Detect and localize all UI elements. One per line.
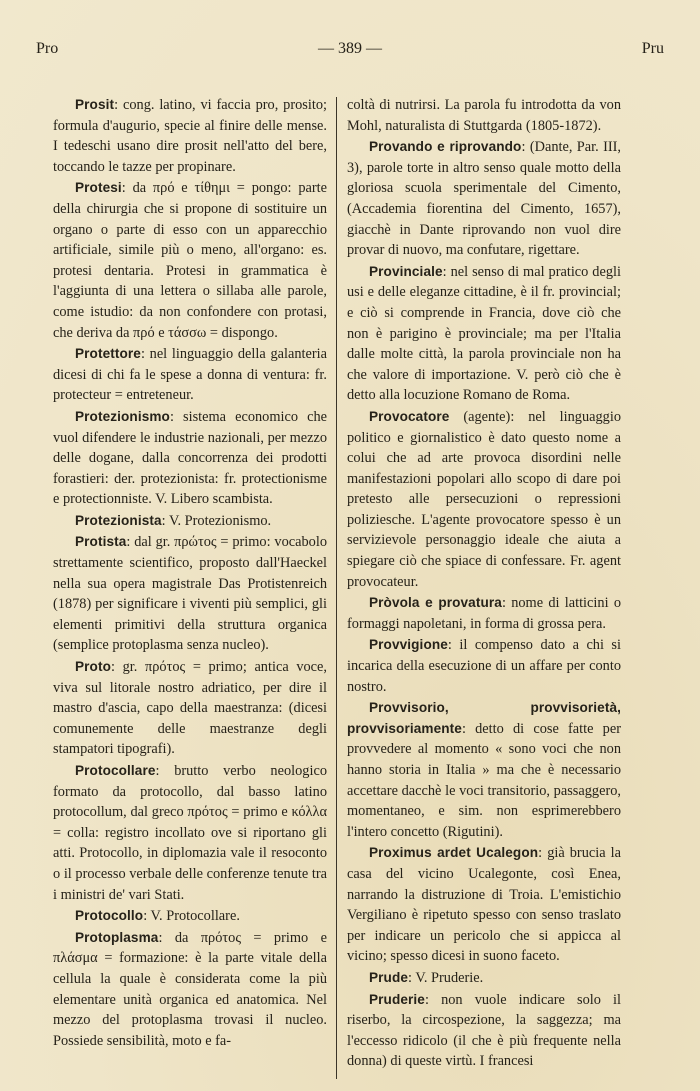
- dictionary-entry: [347, 407, 621, 592]
- dictionary-entry: Protezionismo: sistema economico che vuol difendere le industrie nazionali, per mezzo delle dogane, dalla concorrenza dei prodotti forastieri: der. protezionista: fr. protectionisme e protectionniste. V. Libero scambista.: [53, 408, 327, 508]
- column-divider: [336, 97, 337, 1079]
- entry-headword: Prosit: [75, 97, 115, 112]
- dictionary-entry: Protezionista: V. Protezionismo.: [75, 512, 272, 529]
- entry-headword: Protezionismo: [75, 408, 170, 424]
- page-number: — 389 —: [318, 40, 382, 57]
- entry-headword: Protoplasma: [75, 929, 159, 945]
- entry-headword: Protista: [75, 534, 127, 550]
- dictionary-entry: Protesi: da πρό e τίθημι = pongo: parte della chirurgia che si propone di sostituire un organo o parte di esso con un apparecchio artificiale, simile più o meno, all'organo: es. protesi dentaria. Protesi in grammatica è l'aggiunta di una lettera o sillaba alle parole, come istudio: da non confondere con protasi, che deriva da πρό e τάσσω = dispongo.: [53, 180, 328, 341]
- entry-headword: Provando e riprovando: [369, 139, 522, 155]
- dictionary-entry: Protocollare: brutto verbo neologico formato da protocollo, dal basso latino protocollum, dal greco πρότος = primo e κόλλα = colla: registro incollato ove si riportano gli atti. Protocollo, in diplomazia vale il resoconto o il processo verbale delle conferenze tenute tra i ministri de' vari Stati.: [53, 763, 327, 903]
- entry-continuation: [347, 95, 621, 136]
- entry-headword: Protocollare: [75, 763, 156, 778]
- entry-definition: da πρό e τίθημι = pongo: parte della chirurgia che si propone di sostituire un organo o parte di esso con un apparecchio artificiale, simile più o meno, all'organo: es. protesi dentaria. Protesi in grammatica è l'aggiunta di una lettera o sillaba alle parole, come istudio: da non confondere con protasi, che deriva da πρό e τάσσω = dispongo.: [53, 180, 328, 341]
- entry-definition: il compenso dato a chi si incarica della esecuzione di un affare per conto nostro.: [347, 637, 622, 695]
- entry-definition: sistema economico che vuol difendere le industrie nazionali, per mezzo delle dogane, dalla concorrenza dei prodotti forastieri: der. protezionista: fr. protectionisme e protectionniste. V. Libero scambista.: [53, 408, 327, 508]
- entry-definition: detto di cose fatte per provvedere al momento « sono voci che non hanno storia in Italia » ma che è necessario accettare dacchè le voci transitorio, passaggero, momentaneo, e sim. non esprimerebbero l'intero concetto (Rigutini).: [347, 720, 622, 840]
- entry-definition: dal gr. πρώτος = primo: vocabolo strettamente scientifico, proposto dall'Haeckel nella sua opera magistrale Das Protistenreich (1878) per significare i viventi più semplici, gli elementi primitivi della struttura organica (semplice protoplasma senza nucleo).: [53, 534, 327, 654]
- dictionary-entry: Provando e riprovando: (Dante, Par. III, 3), parole torte in altro senso quale motto della gloriosa scuola sperimentale del Cimento, (Accademia fiorentina del Cimento, 1657), giacchè in Dante riprovando non vuol dire provar di nuovo, ma confutare, rigettare.: [347, 139, 621, 259]
- dictionary-entry: Proto: gr. πρότος = primo; antica voce, viva sul litorale nostro adriatico, per dire il mastro d'ascia, capo della maestranza: (dicesi comunemente delle maestranze degli stampatori tipografi).: [53, 659, 327, 758]
- entry-definition: (agente): nel linguaggio politico e giornalistico è dato questo nome a colui che ad arte provoca disordini nelle manifestazioni popolari allo scopo di dare poi pretesto alle persecuzioni o repressioni poliziesche. L'agente provocatore spesso è un servizievole personaggio ideale che aiuta a spiegare ciò che spiace di confessare. Fr. agent provocateur.: [347, 408, 621, 590]
- entry-headword: Proto: [75, 659, 111, 675]
- running-head-left: Pro: [36, 40, 59, 57]
- entry-headword: Proximus ardet Ucalegon: [369, 845, 539, 861]
- dictionary-entry: Protocollo: V. Protocollare.: [75, 908, 240, 925]
- dictionary-entry: Protettore: nel linguaggio della galanteria dicesi di chi fa le spese a donna di ventura: fr. protecteur = entreteneur.: [53, 346, 327, 404]
- dictionary-entry: Provvigione: il compenso dato a chi si incarica della esecuzione di un affare per conto nostro.: [347, 637, 622, 695]
- running-head-right: Pru: [641, 40, 664, 57]
- running-head: [36, 40, 664, 62]
- entry-definition: nome di latticini o formaggi napoletani, in forma di grossa pera.: [347, 595, 621, 632]
- entry-headword: Provinciale: [369, 263, 443, 279]
- entry-headword: Prude: [369, 969, 409, 985]
- dictionary-entry: Pruderie: non vuole indicare solo il riserbo, la circospezione, la saggezza; ma l'eccesso ridicolo (il che è più frequente nella donna) di queste virtù. I francesi: [347, 991, 621, 1070]
- entry-definition: V. Protocollare.: [150, 908, 240, 925]
- entry-headword: Provocatore: [369, 408, 450, 424]
- dictionary-entry: Protoplasma: da πρότος = primo e πλάσμα = formazione: è la parte vitale della cellula la quale è considerata come la più elementare unità organica ed anatomica. Nel mezzo del protoplasma trovasi il nucleo. Possiede sensibilità, moto e fa-: [53, 929, 327, 1049]
- entry-headword: Provvisorio, provvisorietà, provvisoriamente: [347, 700, 621, 736]
- dictionary-entry: Protista: dal gr. πρώτος = primo: vocabolo strettamente scientifico, proposto dall'Haeckel nella sua opera magistrale Das Protistenreich (1878) per significare i viventi più semplici, gli elementi primitivi della struttura organica (semplice protoplasma senza nucleo).: [53, 534, 327, 654]
- dictionary-entry: Prosit: cong. latino, vi faccia pro, prosito; formula d'augurio, specie al finire delle mense. I tedeschi usano dire prosit nell'atto del bere, toccando le tazze per propinare.: [53, 97, 327, 175]
- entry-definition: (Dante, Par. III, 3), parole torte in altro senso quale motto della gloriosa scuola sperimentale del Cimento, (Accademia fiorentina del Cimento, 1657), giacchè in Dante riprovando non vuol dire provar di nuovo, ma confutare, rigettare.: [347, 139, 621, 259]
- entry-headword: Protesi: [75, 180, 122, 196]
- entry-definition: nel senso di mal pratico degli usi e delle eleganze cittadine, è il fr. provincial; e ciò si comprende in Francia, dove ciò che non è parigino è provinciale; ma per l'Italia dalle molte città, la parola provinciale non ha che valore di importazione. V. però ciò che è detto alla locuzione Romano de Roma.: [347, 263, 621, 404]
- entry-definition: da πρότος = primo e πλάσμα = formazione: è la parte vitale della cellula la quale è considerata come la più elementare unità organica ed anatomica. Nel mezzo del protoplasma trovasi il nucleo. Possiede sensibilità, moto e fa-: [53, 929, 327, 1049]
- right-column: [347, 95, 621, 1073]
- entry-headword: Pròvola e provatura: [369, 595, 502, 611]
- entry-definition: già brucia la casa del vicino Ucalegonte, così Enea, narrando la distruzione di Troia. L'emistichio Vergiliano è ripetuto spesso con senso traslato per indicare un pericolo che si appicca al vicino; spesso dicesi in suono faceto.: [347, 845, 621, 965]
- entry-headword: Protettore: [75, 346, 141, 362]
- dictionary-entry: Provvisorio, provvisorietà, provvisoriamente: detto di cose fatte per provvedere al momento « sono voci che non hanno storia in Italia » ma che è necessario accettare dacchè le voci transitorio, passaggero, momentaneo, e sim. non esprimerebbero l'intero concetto (Rigutini).: [347, 700, 622, 840]
- entry-definition: V. Pruderie.: [415, 969, 484, 986]
- entry-definition: gr. πρότος = primo; antica voce, viva sul litorale nostro adriatico, per dire il mastro d'ascia, capo della maestranza: (dicesi comunemente delle maestranze degli stampatori tipografi).: [53, 659, 327, 758]
- entry-definition: coltà di nutrirsi. La parola fu introdotta da von Mohl, naturalista di Stuttgarda (1805-1872).: [347, 97, 621, 134]
- left-column: [53, 95, 327, 1052]
- entry-definition: cong. latino, vi faccia pro, prosito; formula d'augurio, specie al finire delle mense. I tedeschi usano dire prosit nell'atto del bere, toccando le tazze per propinare.: [53, 97, 327, 175]
- dictionary-entry: Provinciale: nel senso di mal pratico degli usi e delle eleganze cittadine, è il fr. provincial; e ciò si comprende in Francia, dove ciò che non è parigino è provinciale; ma per l'Italia dalle molte città, la parola provinciale non ha che valore di importazione. V. però ciò che è detto alla locuzione Romano de Roma.: [347, 263, 621, 404]
- entry-headword: Protocollo: [75, 908, 144, 924]
- entry-headword: Pruderie: [369, 991, 425, 1007]
- entry-headword: Protezionista: [75, 512, 162, 528]
- entry-definition: brutto verbo neologico formato da protocollo, dal basso latino protocollum, dal greco πρότος = primo e κόλλα = colla: registro incollato ove si riportano gli atti. Protocollo, in diplomazia vale il resoconto o il processo verbale delle conferenze tenute tra i ministri de' vari Stati.: [53, 763, 327, 903]
- entry-definition: nel linguaggio della galanteria dicesi di chi fa le spese a donna di ventura: fr. protecteur = entreteneur.: [53, 346, 327, 404]
- entry-definition: non vuole indicare solo il riserbo, la circospezione, la saggezza; ma l'eccesso ridicolo (il che è più frequente nella donna) di queste virtù. I francesi: [347, 991, 621, 1070]
- dictionary-entry: Proximus ardet Ucalegon: già brucia la casa del vicino Ucalegonte, così Enea, narrando la distruzione di Troia. L'emistichio Vergiliano è ripetuto spesso con senso traslato per indicare un pericolo che si appicca al vicino; spesso dicesi in suono faceto.: [347, 845, 621, 965]
- dictionary-entry: Prude: V. Pruderie.: [369, 969, 484, 986]
- entry-definition: V. Protezionismo.: [168, 512, 272, 529]
- entry-headword: Provvigione: [369, 637, 448, 653]
- dictionary-entry: Pròvola e provatura: nome di latticini o formaggi napoletani, in forma di grossa pera.: [347, 595, 621, 632]
